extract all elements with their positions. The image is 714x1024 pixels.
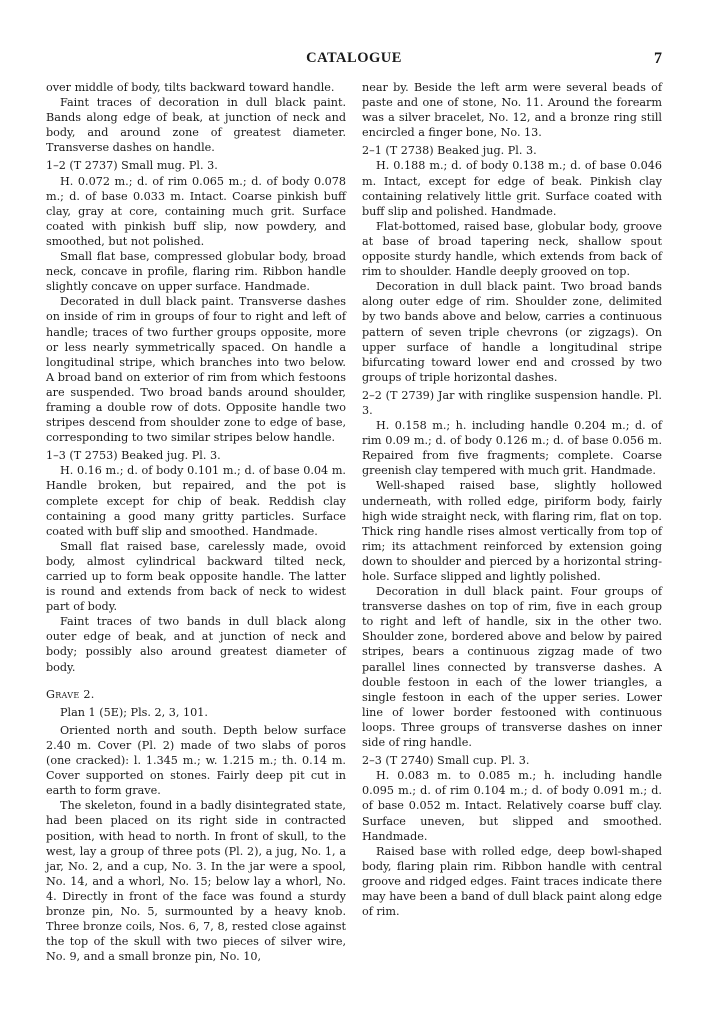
paragraph: H. 0.072 m.; d. of rim 0.065 m.; d. of body 0.078 m.; d. of base 0.033 m. Intact. Coarse pinkish buff clay, gray at core, containing much grit. Surface coated with pinkish buff slip, now powdery, and smoothed, but not polished. [46, 174, 346, 248]
grave-heading: Grave 2. [46, 687, 95, 701]
catalogue-entry-heading: 2–3 (T 2740) Small cup. Pl. 3. [362, 754, 530, 768]
page-header [46, 50, 662, 70]
catalogue-entry-heading: 2–2 (T 2739) Jar with ringlike suspension handle. Pl. 3. [362, 388, 662, 417]
paragraph: Small flat base, compressed globular body, broad neck, concave in profile, flaring rim. Ribbon handle slightly concave on upper surface. Handmade. [46, 250, 346, 294]
paragraph: Raised base with rolled edge, deep bowl-shaped body, flaring plain rim. Ribbon handle with central groove and ridged edges. Faint traces indicate there may have been a band of dull black paint along edge of rim. [362, 844, 662, 919]
paragraph: near by. Beside the left arm were several beads of paste and one of stone, No. 11. Around the forearm was a silver bracelet, No. 12, and a bronze ring still encircled a finger bone, No. 13. [362, 81, 662, 140]
paragraph: Decorated in dull black paint. Transverse dashes on inside of rim in groups of four to right and left of handle; traces of two further groups opposite, more or less nearly symmetrically spaced. On handle a longitudinal stripe, which branches into two below. A broad band on exterior of rim from which festoons are suspended. Two broad bands around shoulder, framing a double row of dots. Opposite handle two stripes descend from shoulder zone to edge of base, corresponding to two similar stripes below handle. [46, 295, 346, 445]
paragraph: Small flat raised base, carelessly made, ovoid body, almost cylindrical backward tilted neck, carried up to form beak opposite handle. The latter is round and extends from back of neck to widest part of body. [46, 539, 346, 614]
paragraph: Flat-bottomed, raised base, globular body, groove at base of broad tapering neck, shallow spout opposite sturdy handle, which extends from back of rim to shoulder. Handle deeply grooved on top. [362, 219, 662, 279]
paragraph: H. 0.188 m.; d. of body 0.138 m.; d. of base 0.046 m. Intact, except for edge of beak. Pinkish clay containing relatively little grit. Surface coated with buff slip and polished. Handmade. [362, 159, 662, 218]
paragraph: Faint traces of two bands in dull black along outer edge of beak, and at junction of neck and body; possibly also around greatest diameter of body. [46, 615, 346, 674]
paragraph: Well-shaped raised base, slightly hollowed underneath, with rolled edge, piriform body, fairly high wide straight neck, with flaring rim, flat on top. Thick ring handle rises almost vertically from top of rim; its attachment reinforced by extension going down to shoulder and pierced by a horizontal string-hole. Surface slipped and lightly polished. [362, 479, 662, 583]
paragraph: over middle of body, tilts backward toward handle. [46, 81, 335, 94]
paragraph: H. 0.083 m. to 0.085 m.; h. including handle 0.095 m.; d. of rim 0.104 m.; d. of body 0.091 m.; d. of base 0.052 m. Intact. Relatively coarse buff clay. Surface uneven, but slipped and smoothed. Handmade. [362, 769, 662, 843]
paragraph: Oriented north and south. Depth below surface 2.40 m. Cover (Pl. 2) made of two slabs of poros (one cracked): l. 1.345 m.; w. 1.215 m.; th. 0.14 m. Cover supported on stones. Fairly deep pit cut in earth to form grave. [46, 723, 346, 798]
paragraph: The skeleton, found in a badly disintegrated state, had been placed on its right side in contracted position, with head to north. In front of skull, to the west, lay a group of three pots (Pl. 2), a jug, No. 1, a jar, No. 2, and a cup, No. 3. In the jar were a spool, No. 14, and a whorl, No. 15; below lay a whorl, No. 4. Directly in front of the face was found a sturdy bronze pin, No. 5, surmounted by a heavy knob. Three bronze coils, Nos. 6, 7, 8, rested close against the top of the skull with two pieces of silver wire, No. 9, and a small bronze pin, No. 10, [46, 799, 346, 964]
running-title: CATALOGUE [306, 50, 402, 66]
paragraph: H. 0.158 m.; h. including handle 0.204 m.; d. of rim 0.09 m.; d. of body 0.126 m.; d. of base 0.056 m. Repaired from five fragments; complete. Coarse greenish clay tempered with much grit. Handmade. [362, 419, 662, 478]
catalogue-entry-heading: 2–1 (T 2738) Beaked jug. Pl. 3. [362, 144, 537, 158]
paragraph: H. 0.16 m.; d. of body 0.101 m.; d. of base 0.04 m. Handle broken, but repaired, and the pot is complete except for chip of beak. Reddish clay containing a good many gritty particles. Surface coated with buff slip and smoothed. Handmade. [46, 464, 346, 538]
catalogue-entry-heading: 1–2 (T 2737) Small mug. Pl. 3. [46, 159, 218, 173]
plan-reference: Plan 1 (5E); Pls. 2, 3, 101. [60, 705, 208, 719]
paragraph: Decoration in dull black paint. Four groups of transverse dashes on top of rim, five in each group to right and left of handle, six in the other two. Shoulder zone, bordered above and below by paired stripes, bears a continuous zigzag made of two parallel lines connected by transverse dashes. A double festoon in each of the lower triangles, a single festoon in each of the upper series. Lower line of lower border festooned with continuous loops. Three groups of transverse dashes on inner side of ring handle. [362, 585, 662, 750]
right-column [362, 80, 662, 919]
page-number: 7 [654, 50, 662, 67]
left-column [46, 80, 346, 964]
paragraph: Faint traces of decoration in dull black paint. Bands along edge of beak, at junction of neck and body, and around zone of greatest diameter. Transverse dashes on handle. [46, 96, 346, 155]
paragraph: Decoration in dull black paint. Two broad bands along outer edge of rim. Shoulder zone, delimited by two bands above and below, carries a continuous pattern of seven triple chevrons (or zigzags). On upper surface of handle a longitudinal stripe bifurcating toward lower end and crossed by two groups of triple horizontal dashes. [362, 280, 662, 384]
catalogue-entry-heading: 1–3 (T 2753) Beaked jug. Pl. 3. [46, 449, 221, 463]
